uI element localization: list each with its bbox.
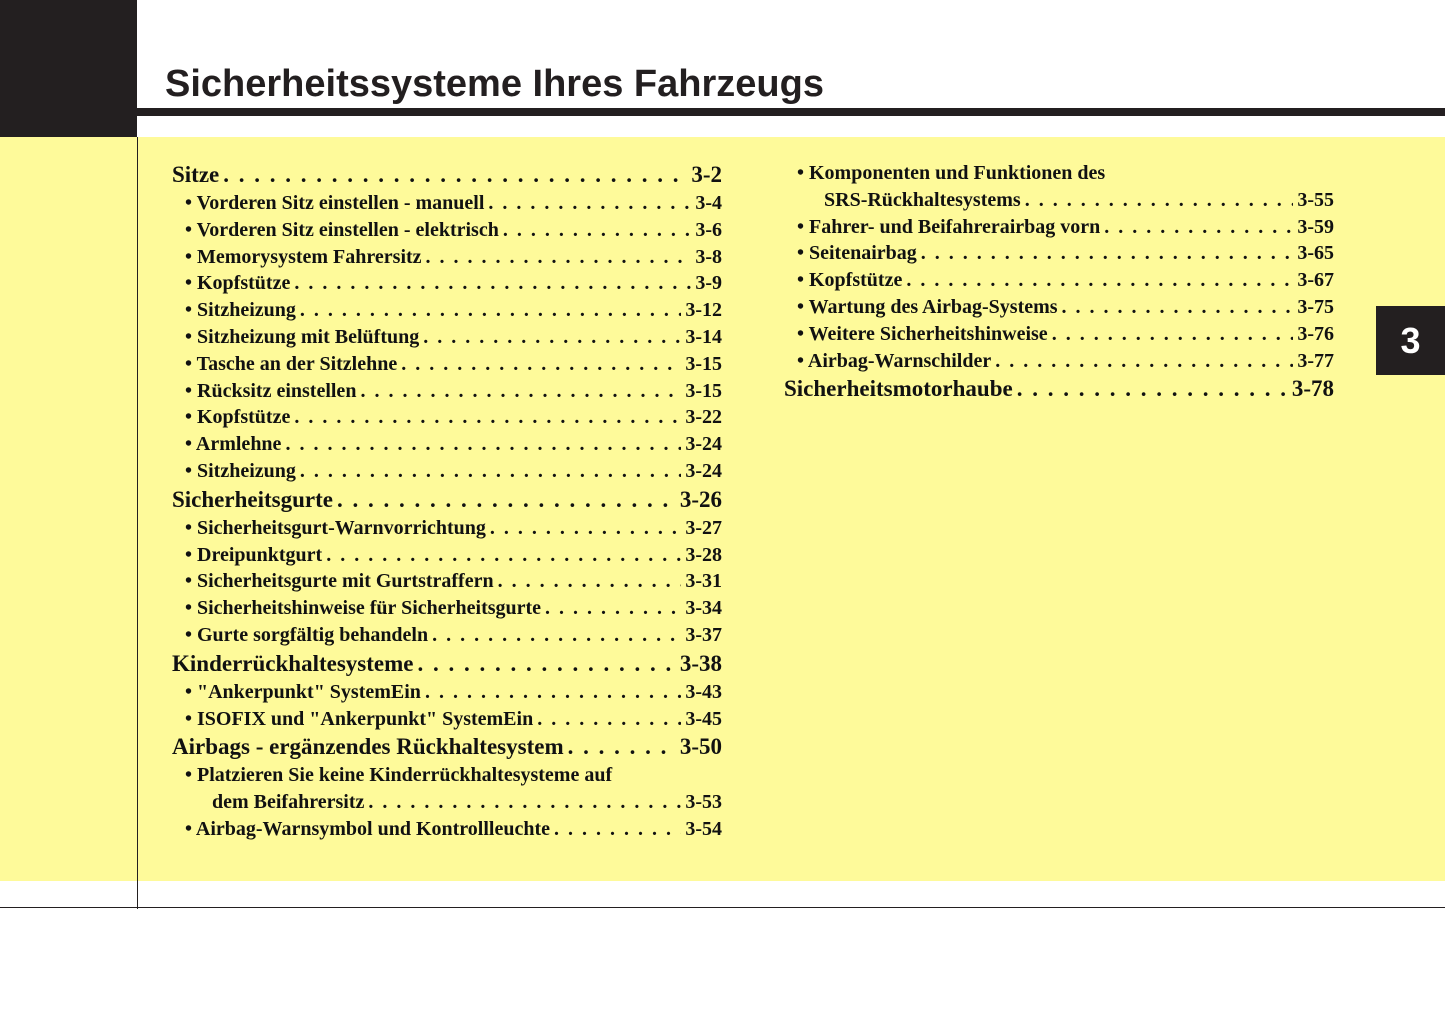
toc-entry-label: • Sitzheizung bbox=[185, 299, 296, 322]
toc-entry[interactable] bbox=[172, 190, 722, 217]
toc-leader-dots bbox=[300, 458, 681, 485]
toc-entry-label: Sitze bbox=[172, 162, 220, 187]
toc-entry-label: • Tasche an der Sitzlehne bbox=[185, 352, 398, 375]
toc-entry-label: • Platzieren Sie keine Kinderrückhaltesysteme auf bbox=[185, 764, 613, 787]
toc-leader-dots bbox=[906, 267, 1293, 294]
toc-leader-dots bbox=[498, 568, 682, 595]
title-rule bbox=[137, 108, 1445, 116]
toc-page-number: 3-43 bbox=[685, 680, 722, 703]
toc-entry-label: • Armlehne bbox=[185, 433, 282, 456]
toc-leader-dots bbox=[488, 190, 691, 217]
toc-entry-label: • Weitere Sicherheitshinweise bbox=[797, 322, 1048, 345]
toc-entry-label: • Gurte sorgfältig behandeln bbox=[185, 623, 429, 646]
toc-page-number: 3-45 bbox=[685, 707, 722, 730]
toc-entry-label: • Rücksitz einstellen bbox=[185, 379, 357, 402]
toc-entry[interactable] bbox=[784, 321, 1334, 348]
toc-entry[interactable] bbox=[172, 542, 722, 569]
toc-section-entry[interactable] bbox=[172, 649, 722, 679]
toc-section-entry[interactable] bbox=[172, 485, 722, 515]
toc-page-number: 3-38 bbox=[679, 650, 722, 676]
toc-leader-dots bbox=[1052, 321, 1294, 348]
toc-page-number: 3-12 bbox=[685, 299, 722, 322]
toc-entry-label: • Airbag-Warnschilder bbox=[797, 349, 992, 372]
toc-entry-label: • Dreipunktgurt bbox=[185, 543, 323, 566]
toc-entry[interactable] bbox=[784, 160, 1334, 187]
toc-entry[interactable] bbox=[172, 297, 722, 324]
toc-entry[interactable] bbox=[172, 706, 722, 733]
toc-page-number: 3-37 bbox=[685, 623, 722, 646]
toc-entry[interactable] bbox=[172, 622, 722, 649]
toc-entry-label: • Sicherheitshinweise für Sicherheitsgurte bbox=[185, 597, 542, 620]
toc-page-number: 3-34 bbox=[685, 597, 722, 620]
toc-page-number: 3-2 bbox=[691, 162, 722, 187]
toc-page-number: 3-22 bbox=[685, 406, 722, 429]
side-rule bbox=[137, 137, 138, 909]
toc-entry-label: Airbags - ergänzendes Rückhaltesystem bbox=[172, 734, 564, 760]
toc-page-number: 3-4 bbox=[695, 192, 722, 214]
chapter-tab[interactable]: 3 bbox=[1376, 306, 1445, 375]
toc-entry-label: • Vorderen Sitz einstellen - manuell bbox=[185, 192, 485, 214]
page-title: Sicherheitssysteme Ihres Fahrzeugs bbox=[165, 63, 824, 105]
toc-page-number: 3-28 bbox=[685, 543, 722, 566]
toc-entry[interactable] bbox=[784, 294, 1334, 321]
toc-entry[interactable] bbox=[172, 324, 722, 351]
toc-entry-label: Sicherheitsgurte bbox=[172, 486, 333, 512]
toc-entry-label: • Vorderen Sitz einstellen - elektrisch bbox=[185, 218, 499, 241]
toc-leader-dots bbox=[1104, 214, 1293, 241]
toc-leader-dots bbox=[368, 789, 681, 816]
toc-entry[interactable] bbox=[172, 404, 722, 431]
toc-entry-label: • Sitzheizung mit Belüftung bbox=[185, 325, 420, 348]
toc-section-entry[interactable] bbox=[172, 732, 722, 762]
toc-entry[interactable] bbox=[172, 789, 722, 816]
toc-leader-dots bbox=[326, 542, 681, 569]
toc-page-number: 3-27 bbox=[685, 516, 722, 539]
toc-page-number: 3-67 bbox=[1297, 269, 1334, 292]
toc-leader-dots bbox=[1062, 294, 1294, 321]
toc-leader-dots bbox=[1017, 374, 1288, 404]
toc-entry-label: • Kopfstütze bbox=[797, 269, 903, 292]
toc-page-number: 3-8 bbox=[695, 245, 722, 268]
toc-entry-label: • Sicherheitsgurt-Warnvorrichtung bbox=[185, 516, 486, 539]
toc-leader-dots bbox=[921, 240, 1294, 267]
toc-page-number: 3-77 bbox=[1297, 349, 1334, 372]
toc-page-number: 3-24 bbox=[685, 433, 722, 456]
toc-leader-dots bbox=[294, 270, 691, 297]
toc-page-number: 3-55 bbox=[1297, 188, 1334, 211]
toc-page-number: 3-9 bbox=[695, 272, 722, 295]
toc-leader-dots bbox=[423, 324, 681, 351]
toc-entry[interactable] bbox=[784, 240, 1334, 267]
toc-entry-label: • Fahrer- und Beifahrerairbag vorn bbox=[797, 215, 1101, 238]
toc-section-entry[interactable] bbox=[784, 374, 1334, 404]
toc-left-column bbox=[172, 160, 722, 843]
toc-entry[interactable] bbox=[172, 378, 722, 405]
toc-entry-label: dem Beifahrersitz bbox=[212, 791, 365, 814]
toc-leader-dots bbox=[294, 404, 681, 431]
toc-leader-dots bbox=[285, 431, 681, 458]
toc-leader-dots bbox=[995, 348, 1293, 375]
toc-entry[interactable] bbox=[784, 348, 1334, 375]
toc-leader-dots bbox=[503, 217, 692, 244]
toc-entry[interactable] bbox=[172, 515, 722, 542]
toc-leader-dots bbox=[537, 706, 681, 733]
toc-page-number: 3-15 bbox=[685, 379, 722, 402]
toc-entry[interactable] bbox=[172, 458, 722, 485]
toc-entry-label: SRS-Rückhaltesystems bbox=[824, 188, 1021, 211]
toc-leader-dots bbox=[417, 649, 675, 679]
toc-leader-dots bbox=[401, 351, 681, 378]
toc-leader-dots bbox=[223, 160, 687, 190]
toc-page-number: 3-75 bbox=[1297, 295, 1334, 318]
toc-entry[interactable] bbox=[172, 270, 722, 297]
toc-entry-label: • Airbag-Warnsymbol und Kontrollleuchte bbox=[185, 817, 551, 840]
toc-entry[interactable] bbox=[172, 816, 722, 843]
toc-entry-label: • Sitzheizung bbox=[185, 459, 296, 482]
toc-entry[interactable] bbox=[172, 244, 722, 271]
toc-page-number: 3-15 bbox=[685, 352, 722, 375]
toc-entry-label: • Sicherheitsgurte mit Gurtstraffern bbox=[185, 570, 494, 593]
toc-entry-label: • Wartung des Airbag-Systems bbox=[797, 295, 1058, 318]
toc-entry[interactable] bbox=[784, 214, 1334, 241]
toc-entry[interactable] bbox=[172, 351, 722, 378]
toc-entry[interactable] bbox=[172, 679, 722, 706]
toc-leader-dots bbox=[425, 679, 681, 706]
toc-section-entry[interactable] bbox=[172, 160, 722, 190]
toc-entry-label: • Seitenairbag bbox=[797, 242, 917, 265]
toc-entry-label: • Komponenten und Funktionen des bbox=[797, 162, 1106, 184]
toc-entry[interactable] bbox=[784, 267, 1334, 294]
toc-entry[interactable] bbox=[172, 762, 722, 789]
toc-page-number: 3-53 bbox=[685, 791, 722, 814]
toc-entry-label: • Kopfstütze bbox=[185, 272, 291, 295]
toc-entry[interactable] bbox=[172, 595, 722, 622]
toc-leader-dots bbox=[337, 485, 676, 515]
toc-page-number: 3-78 bbox=[1291, 376, 1334, 402]
toc-entry-label: • Memorysystem Fahrersitz bbox=[185, 245, 422, 268]
toc-entry[interactable] bbox=[172, 217, 722, 244]
toc-leader-dots bbox=[568, 732, 676, 762]
toc-leader-dots bbox=[300, 297, 681, 324]
toc-page-number: 3-31 bbox=[685, 570, 722, 593]
toc-entry[interactable] bbox=[784, 187, 1334, 214]
toc-leader-dots bbox=[490, 515, 681, 542]
toc-entry-label: Sicherheitsmotorhaube bbox=[784, 376, 1013, 402]
toc-page-number: 3-6 bbox=[695, 218, 722, 241]
toc-page-number: 3-65 bbox=[1297, 242, 1334, 265]
toc-leader-dots bbox=[554, 816, 681, 843]
toc-entry-label: • "Ankerpunkt" SystemEin bbox=[185, 680, 421, 703]
toc-entry[interactable] bbox=[172, 431, 722, 458]
toc-leader-dots bbox=[432, 622, 681, 649]
toc-page-number: 3-54 bbox=[685, 817, 722, 840]
toc-page-number: 3-14 bbox=[685, 325, 722, 348]
toc-leader-dots bbox=[545, 595, 681, 622]
toc-entry-label: Kinderrückhaltesysteme bbox=[172, 650, 414, 676]
toc-leader-dots bbox=[1025, 187, 1294, 214]
toc-page-number: 3-59 bbox=[1297, 215, 1334, 238]
toc-page-number: 3-24 bbox=[685, 459, 722, 482]
toc-entry-label: • Kopfstütze bbox=[185, 406, 291, 429]
corner-block bbox=[0, 0, 137, 137]
toc-leader-dots bbox=[360, 378, 681, 405]
toc-page-number: 3-26 bbox=[679, 486, 722, 512]
toc-leader-dots bbox=[426, 244, 692, 271]
toc-entry-label: • ISOFIX und "Ankerpunkt" SystemEin bbox=[185, 707, 534, 730]
toc-right-column bbox=[784, 160, 1334, 404]
bottom-rule bbox=[0, 907, 1445, 908]
toc-page-number: 3-50 bbox=[679, 734, 722, 760]
toc-page-number: 3-76 bbox=[1297, 322, 1334, 345]
toc-entry[interactable] bbox=[172, 568, 722, 595]
